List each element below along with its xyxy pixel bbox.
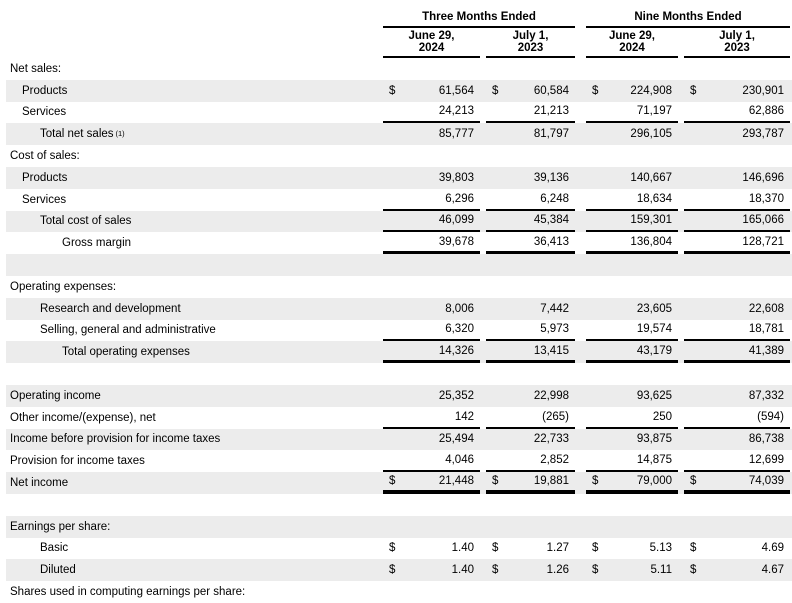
table-row <box>6 341 792 363</box>
cell-value: 140,667 <box>630 171 672 184</box>
dollar-sign: $ <box>592 475 599 488</box>
cell-value: 159,301 <box>630 214 672 227</box>
value-cell <box>586 145 678 167</box>
cell-value: 250 <box>652 410 672 423</box>
value-cell <box>684 472 790 494</box>
value-cell <box>486 581 575 603</box>
dollar-sign: $ <box>592 542 599 555</box>
row-label: Products <box>22 171 68 184</box>
value-cell <box>383 516 480 538</box>
cell-value: 36,413 <box>533 235 569 248</box>
value-cell <box>684 189 790 211</box>
table-row <box>6 276 792 298</box>
cell-value: 21,213 <box>533 105 569 118</box>
cell-value: 6,248 <box>540 192 569 205</box>
table-row <box>6 80 792 102</box>
cell-value: 45,384 <box>533 214 569 227</box>
table-row <box>6 189 792 211</box>
value-cell <box>586 276 678 298</box>
row-label: Other income/(expense), net <box>10 411 156 424</box>
cell-value: 14,875 <box>636 454 672 467</box>
cell-value: 6,296 <box>445 192 474 205</box>
value-cell <box>486 102 575 124</box>
cell-value: 46,099 <box>438 214 474 227</box>
value-cell <box>586 341 678 363</box>
value-cell <box>383 472 480 494</box>
value-cell <box>684 167 790 189</box>
dollar-sign: $ <box>492 542 499 555</box>
cell-value: 7,442 <box>540 302 569 315</box>
value-cell <box>383 559 480 581</box>
dollar-sign: $ <box>492 564 499 577</box>
value-cell <box>486 276 575 298</box>
value-cell <box>486 407 575 429</box>
dollar-sign: $ <box>389 84 396 97</box>
table-row <box>6 516 792 538</box>
value-cell <box>486 450 575 472</box>
dollar-sign: $ <box>389 564 396 577</box>
spacer-row <box>6 254 792 276</box>
cell-value: 25,494 <box>438 433 474 446</box>
table-row <box>6 385 792 407</box>
cell-value: 22,733 <box>533 433 569 446</box>
cell-value: 13,415 <box>533 344 569 357</box>
value-cell <box>586 450 678 472</box>
row-label: Selling, general and administrative <box>40 324 216 337</box>
row-label: Net sales: <box>10 62 62 75</box>
cell-value: 230,901 <box>742 84 784 97</box>
dollar-sign: $ <box>389 475 396 488</box>
cell-value: 4.69 <box>761 542 784 555</box>
cell-value: 86,738 <box>748 433 784 446</box>
cell-value: 5,973 <box>540 323 569 336</box>
value-cell <box>684 581 790 603</box>
table-row <box>6 211 792 233</box>
cell-value: 1.26 <box>546 564 569 577</box>
value-cell <box>383 58 480 80</box>
value-cell <box>586 123 678 145</box>
value-cell <box>486 429 575 451</box>
value-cell <box>383 80 480 102</box>
value-cell <box>586 429 678 451</box>
cell-value: 5.13 <box>649 542 672 555</box>
cell-value: 19,881 <box>533 475 569 488</box>
value-cell <box>586 538 678 560</box>
value-cell <box>383 211 480 233</box>
value-cell <box>586 167 678 189</box>
cell-value: 22,998 <box>533 389 569 402</box>
value-cell <box>586 58 678 80</box>
cell-value: 296,105 <box>630 128 672 141</box>
value-cell <box>383 538 480 560</box>
value-cell <box>383 385 480 407</box>
cell-value: 39,803 <box>438 171 474 184</box>
cell-value: 6,320 <box>445 323 474 336</box>
value-cell <box>486 320 575 342</box>
table-row <box>6 167 792 189</box>
dollar-sign: $ <box>592 564 599 577</box>
column-header-row <box>6 28 792 58</box>
dollar-sign: $ <box>592 84 599 97</box>
row-label: Shares used in computing earnings per share: <box>10 586 246 599</box>
value-cell <box>586 189 678 211</box>
value-cell <box>383 276 480 298</box>
table-row <box>6 298 792 320</box>
row-label: Products <box>22 84 68 97</box>
cell-value: 23,605 <box>636 302 672 315</box>
cell-value: (594) <box>757 410 784 423</box>
value-cell <box>684 58 790 80</box>
cell-value: 81,797 <box>533 128 569 141</box>
value-cell <box>383 123 480 145</box>
value-cell <box>383 102 480 124</box>
value-cell <box>586 407 678 429</box>
dollar-sign: $ <box>690 84 697 97</box>
cell-value: 24,213 <box>438 105 474 118</box>
table-row <box>6 538 792 560</box>
cell-value: 87,332 <box>748 389 784 402</box>
cell-value: 39,136 <box>533 171 569 184</box>
column-header-q3-2024: June 29, 2024 <box>383 28 480 58</box>
dollar-sign: $ <box>690 542 697 555</box>
value-cell <box>486 145 575 167</box>
value-cell <box>684 341 790 363</box>
table-row <box>6 232 792 254</box>
row-label: Research and development <box>40 302 181 315</box>
table-row <box>6 472 792 494</box>
table-row <box>6 145 792 167</box>
cell-value: 5.11 <box>650 564 672 577</box>
value-cell <box>486 559 575 581</box>
dollar-sign: $ <box>492 475 499 488</box>
cell-value: 19,574 <box>636 323 672 336</box>
cell-value: 71,197 <box>636 105 672 118</box>
row-label: Total net sales (1) <box>40 128 125 141</box>
value-cell <box>486 385 575 407</box>
value-cell <box>383 320 480 342</box>
cell-value: 85,777 <box>438 128 474 141</box>
row-label: Earnings per share: <box>10 520 111 533</box>
value-cell <box>486 189 575 211</box>
table-row <box>6 407 792 429</box>
value-cell <box>684 559 790 581</box>
value-cell <box>684 211 790 233</box>
cell-value: 293,787 <box>742 128 784 141</box>
cell-value: 142 <box>454 410 474 423</box>
column-group-nine-months: Nine Months Ended <box>586 11 790 28</box>
cell-value: 93,875 <box>636 433 672 446</box>
cell-value: (265) <box>542 410 569 423</box>
row-label: Total operating expenses <box>62 346 190 359</box>
row-label: Basic <box>40 542 69 555</box>
value-cell <box>383 298 480 320</box>
value-cell <box>684 516 790 538</box>
table-row <box>6 320 792 342</box>
spacer-row <box>6 363 792 385</box>
value-cell <box>684 407 790 429</box>
table-row <box>6 123 792 145</box>
value-cell <box>383 450 480 472</box>
value-cell <box>383 232 480 254</box>
value-cell <box>586 581 678 603</box>
column-group-header-row <box>6 4 792 28</box>
value-cell <box>486 298 575 320</box>
value-cell <box>383 189 480 211</box>
value-cell <box>684 320 790 342</box>
cell-value: 1.27 <box>546 542 569 555</box>
value-cell <box>486 341 575 363</box>
cell-value: 12,699 <box>748 454 784 467</box>
spacer-row <box>6 494 792 516</box>
cell-value: 41,389 <box>748 344 784 357</box>
cell-value: 43,179 <box>636 344 672 357</box>
row-label: Operating expenses: <box>10 280 117 293</box>
table-row <box>6 58 792 80</box>
cell-value: 128,721 <box>742 235 784 248</box>
row-label: Cost of sales: <box>10 150 80 163</box>
cell-value: 8,006 <box>445 302 474 315</box>
dollar-sign: $ <box>690 475 697 488</box>
value-cell <box>684 276 790 298</box>
cell-value: 25,352 <box>438 389 474 402</box>
value-cell <box>383 167 480 189</box>
column-group-three-months: Three Months Ended <box>383 11 575 28</box>
value-cell <box>486 538 575 560</box>
value-cell <box>586 232 678 254</box>
value-cell <box>684 429 790 451</box>
row-label: Net income <box>10 477 69 490</box>
value-cell <box>486 211 575 233</box>
value-cell <box>486 516 575 538</box>
value-cell <box>486 58 575 80</box>
row-label: Provision for income taxes <box>10 455 145 468</box>
value-cell <box>684 123 790 145</box>
value-cell <box>684 145 790 167</box>
cell-value: 18,781 <box>748 323 784 336</box>
value-cell <box>586 559 678 581</box>
value-cell <box>684 232 790 254</box>
cell-value: 39,678 <box>438 235 474 248</box>
column-header-ytd-2024: June 29, 2024 <box>586 28 678 58</box>
cell-value: 14,326 <box>438 344 474 357</box>
value-cell <box>586 80 678 102</box>
cell-value: 4.67 <box>761 564 784 577</box>
value-cell <box>586 385 678 407</box>
value-cell <box>383 145 480 167</box>
value-cell <box>586 472 678 494</box>
value-cell <box>586 211 678 233</box>
value-cell <box>684 80 790 102</box>
cell-value: 136,804 <box>630 235 672 248</box>
value-cell <box>486 167 575 189</box>
cell-value: 18,634 <box>636 192 672 205</box>
row-label: Services <box>22 106 67 119</box>
cell-value: 60,584 <box>533 84 569 97</box>
value-cell <box>486 123 575 145</box>
value-cell <box>486 232 575 254</box>
table-row <box>6 559 792 581</box>
table-row <box>6 102 792 124</box>
value-cell <box>684 538 790 560</box>
value-cell <box>586 298 678 320</box>
value-cell <box>383 429 480 451</box>
value-cell <box>684 450 790 472</box>
cell-value: 74,039 <box>748 475 784 488</box>
cell-value: 21,448 <box>438 475 474 488</box>
column-header-ytd-2023: July 1, 2023 <box>684 28 790 58</box>
value-cell <box>383 581 480 603</box>
value-cell <box>684 298 790 320</box>
dollar-sign: $ <box>690 564 697 577</box>
table-row <box>6 429 792 451</box>
cell-value: 79,000 <box>636 475 672 488</box>
value-cell <box>684 385 790 407</box>
value-cell <box>486 472 575 494</box>
cell-value: 1.40 <box>451 542 474 555</box>
value-cell <box>586 102 678 124</box>
row-label: Operating income <box>10 389 101 402</box>
cell-value: 4,046 <box>445 454 474 467</box>
cell-value: 61,564 <box>438 84 474 97</box>
cell-value: 22,608 <box>748 302 784 315</box>
value-cell <box>383 341 480 363</box>
cell-value: 62,886 <box>748 105 784 118</box>
value-cell <box>486 80 575 102</box>
dollar-sign: $ <box>389 542 396 555</box>
row-label: Services <box>22 193 67 206</box>
value-cell <box>586 516 678 538</box>
table-row <box>6 581 792 603</box>
column-header-q3-2023: July 1, 2023 <box>486 28 575 58</box>
row-label: Gross margin <box>62 237 132 250</box>
value-cell <box>684 102 790 124</box>
dollar-sign: $ <box>492 84 499 97</box>
value-cell <box>383 407 480 429</box>
cell-value: 1.40 <box>451 564 474 577</box>
cell-value: 18,370 <box>748 192 784 205</box>
cell-value: 146,696 <box>742 171 784 184</box>
row-label: Income before provision for income taxes <box>10 433 221 446</box>
row-label: Total cost of sales <box>40 215 132 228</box>
cell-value: 165,066 <box>742 214 784 227</box>
cell-value: 93,625 <box>636 389 672 402</box>
cell-value: 2,852 <box>540 454 569 467</box>
table-row <box>6 450 792 472</box>
value-cell <box>586 320 678 342</box>
cell-value: 224,908 <box>630 84 672 97</box>
row-label: Diluted <box>40 564 76 577</box>
